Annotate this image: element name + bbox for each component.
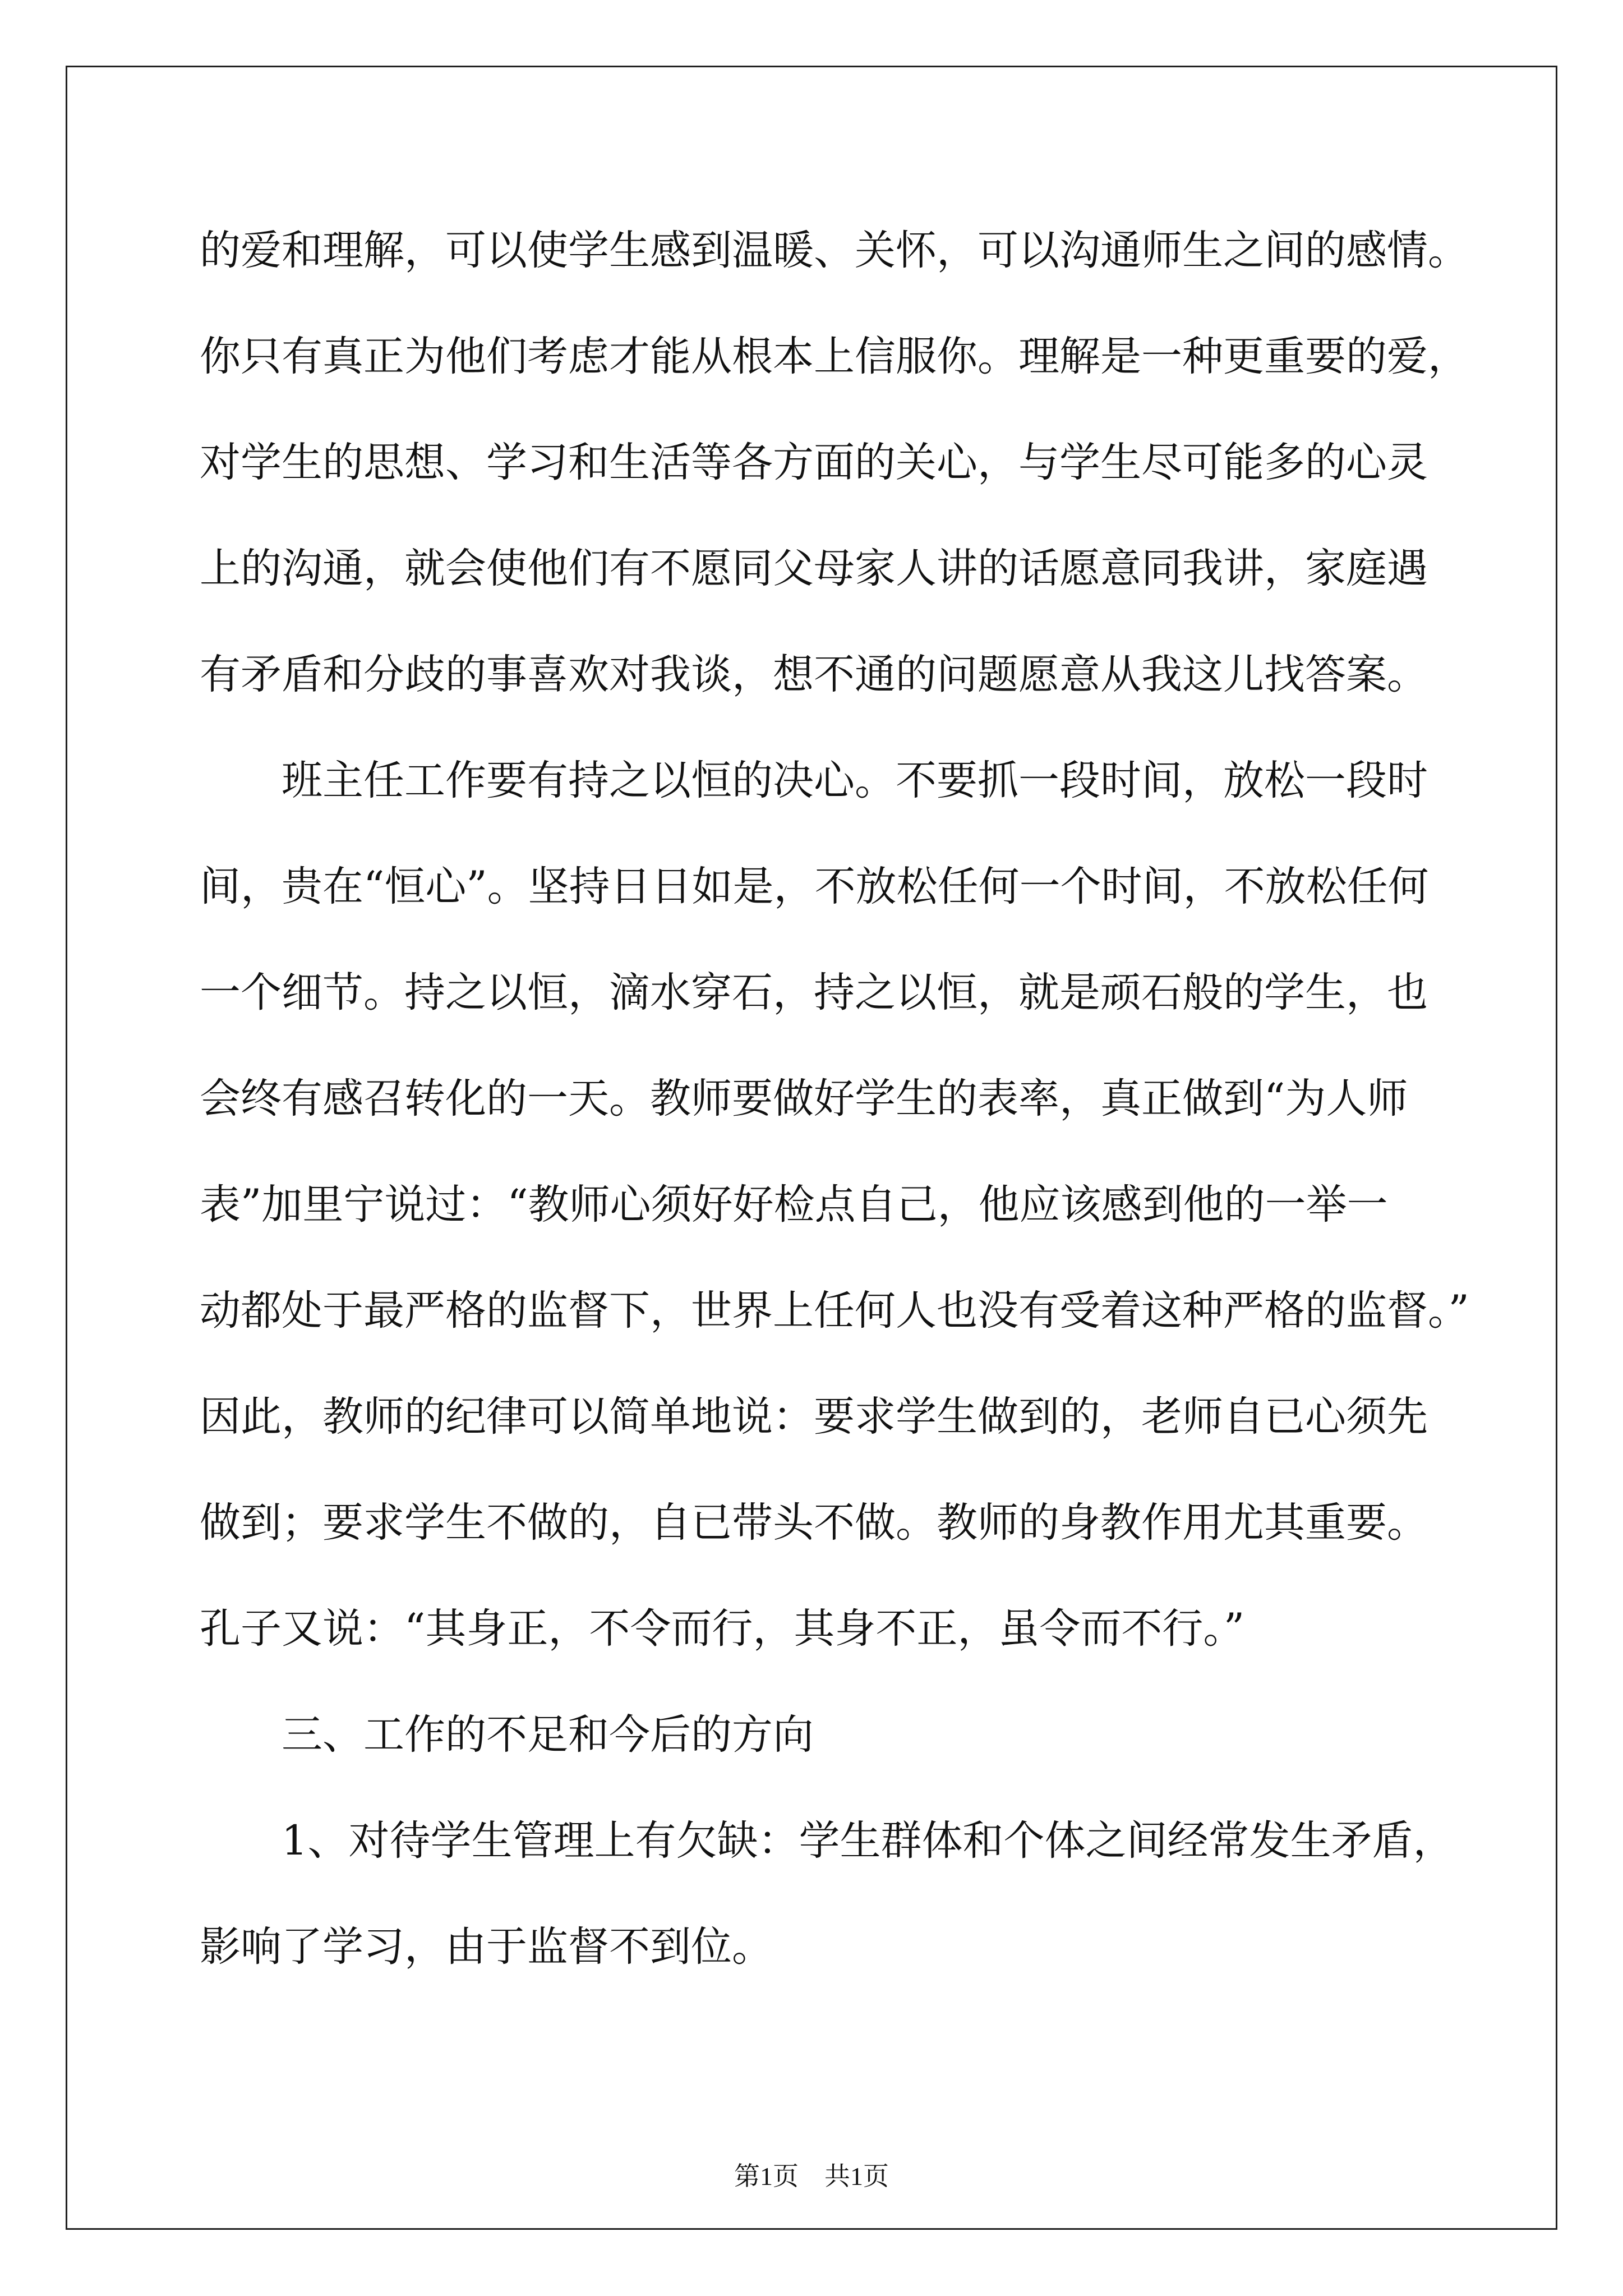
text-line: 班主任工作要有持之以恒的决心。不要抓一段时间，放松一段时 bbox=[200, 757, 1428, 804]
text-line: 做到；要求学生不做的，自已带头不做。教师的身教作用尤其重要。 bbox=[200, 1499, 1428, 1547]
text-line: 会终有感召转化的一天。教师要做好学生的表率，真正做到“为人师 bbox=[200, 1075, 1408, 1122]
text-line: 因此，教师的纪律可以简单地说：要求学生做到的，老师自已心须先 bbox=[200, 1393, 1428, 1441]
text-line: 上的沟通，就会使他们有不愿同父母家人讲的话愿意同我讲，家庭遇 bbox=[200, 545, 1428, 592]
page-border bbox=[66, 66, 1557, 2230]
text-line: 有矛盾和分歧的事喜欢对我谈，想不通的问题愿意从我这儿找答案。 bbox=[200, 651, 1428, 698]
text-line: 动都处于最严格的监督下，世界上任何人也没有受着这种严格的监督。” bbox=[200, 1287, 1469, 1335]
text-line: 一个细节。持之以恒，滴水穿石，持之以恒，就是顽石般的学生，也 bbox=[200, 969, 1428, 1016]
text-line: 你只有真正为他们考虑才能从根本上信服你。理解是一种更重要的爱， bbox=[200, 333, 1469, 380]
text-line: 孔子又说：“其身正，不令而行，其身不正，虽令而不行。” bbox=[200, 1605, 1245, 1653]
text-line: 表”加里宁说过：“教师心须好好检点自己，他应该感到他的一举一 bbox=[200, 1181, 1388, 1228]
text-line: 的爱和理解，可以使学生感到温暖、关怀，可以沟通师生之间的感情。 bbox=[200, 227, 1469, 274]
text-line: 间，贵在“恒心”。坚持日日如是，不放松任何一个时间，不放松任何 bbox=[200, 863, 1429, 910]
section-heading: 三、工作的不足和今后的方向 bbox=[200, 1711, 814, 1759]
page-footer: 第1页 共1页 bbox=[734, 2162, 889, 2191]
text-line: 对学生的思想、学习和生活等各方面的关心，与学生尽可能多的心灵 bbox=[200, 439, 1428, 486]
text-line: 影响了学习，由于监督不到位。 bbox=[200, 1923, 773, 1971]
text-line: 1、对待学生管理上有欠缺：学生群体和个体之间经常发生矛盾， bbox=[200, 1817, 1454, 1865]
